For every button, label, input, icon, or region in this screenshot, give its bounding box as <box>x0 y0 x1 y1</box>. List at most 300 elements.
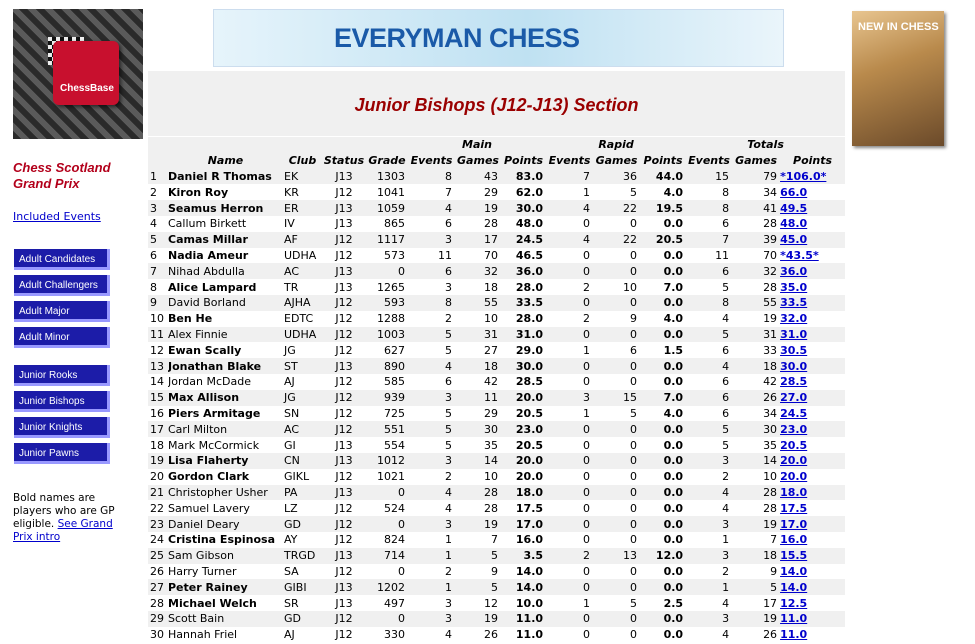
nav-adult-candidates[interactable]: Adult Candidates <box>14 249 110 270</box>
total-points-cell <box>780 532 845 548</box>
rapid-events-cell: 2 <box>546 548 593 564</box>
note-text: Bold names are players who are GP eligible. <box>13 492 115 530</box>
club-cell: LZ <box>284 501 298 515</box>
rank-cell: 6 <box>150 248 157 262</box>
table-row <box>148 406 845 422</box>
player-name: Daniel R Thomas <box>168 169 283 185</box>
total-events-cell: 8 <box>722 185 730 199</box>
player-name: Scott Bain <box>168 611 283 627</box>
player-name: Peter Rainey <box>168 579 283 595</box>
main-games-cell: 17 <box>455 232 501 248</box>
rapid-games-cell: 22 <box>593 232 640 248</box>
rapid-games-cell: 10 <box>623 280 638 294</box>
rapid-games-cell: 13 <box>593 548 640 564</box>
rapid-games-cell: 0 <box>593 421 640 437</box>
player-name: David Borland <box>168 295 283 311</box>
player-name: Kiron Roy <box>168 185 229 199</box>
total-games-cell: 5 <box>732 579 780 595</box>
main-points-cell: 20.0 <box>501 453 546 469</box>
total-points-link[interactable]: 15.5 <box>780 549 808 563</box>
main-games-cell: 19 <box>455 200 501 216</box>
rapid-games-cell: 0 <box>593 611 640 627</box>
main-events-cell: 5 <box>445 406 452 420</box>
main-points-cell: 30.0 <box>501 200 546 216</box>
grand-prix-intro-link[interactable]: See Grand Prix intro <box>13 518 113 543</box>
grade-cell: 1202 <box>366 579 408 595</box>
rapid-games-cell: 0 <box>593 358 640 374</box>
total-games-cell: 26 <box>732 390 780 406</box>
main-events-cell: 4 <box>445 501 452 515</box>
total-points-cell <box>780 200 845 216</box>
grade-cell: 1059 <box>366 200 408 216</box>
total-events-cell: 3 <box>686 548 732 564</box>
nav-junior-knights[interactable]: Junior Knights <box>14 417 110 438</box>
total-events-cell: 3 <box>686 453 732 469</box>
banner-text: EVERYMAN CHESS <box>334 23 580 53</box>
rapid-points-cell: 0.0 <box>640 263 686 279</box>
main-events-cell: 2 <box>445 564 452 578</box>
player-name: Carl Milton <box>168 421 283 437</box>
total-games-cell: 18 <box>732 358 780 374</box>
col-name: Name <box>168 153 283 169</box>
total-points-link[interactable]: 30.5 <box>780 343 808 357</box>
main-events-cell: 6 <box>445 375 452 389</box>
main-events-cell: 8 <box>408 169 455 185</box>
status-cell: J12 <box>335 501 353 515</box>
rank-cell: 16 <box>150 406 164 420</box>
player-name: Jonathan Blake <box>168 358 283 374</box>
total-events-cell: 11 <box>715 248 730 262</box>
rapid-points-cell: 0.0 <box>663 470 684 484</box>
total-games-cell: 79 <box>732 169 780 185</box>
player-name: Piers Armitage <box>168 406 261 420</box>
included-events-link[interactable]: Included Events <box>13 210 101 223</box>
rapid-events-cell: 0 <box>583 564 591 578</box>
total-points-link[interactable]: 17.5 <box>780 501 808 515</box>
rapid-games-cell: 0 <box>630 470 638 484</box>
rank-cell: 9 <box>148 295 168 311</box>
main-games-cell: 29 <box>484 185 498 199</box>
total-points-link[interactable]: 18.0 <box>780 485 808 499</box>
grade-cell: 0 <box>398 564 405 578</box>
table-row <box>148 279 845 295</box>
main-games-cell: 27 <box>484 343 498 357</box>
player-name: Callum Birkett <box>168 217 247 231</box>
main-points-cell: 48.0 <box>515 217 544 231</box>
total-points-link[interactable]: 20.5 <box>780 438 808 452</box>
rapid-points-cell: 0.0 <box>663 438 684 452</box>
total-points-link[interactable]: 20.0 <box>780 470 808 484</box>
club-cell: ER <box>283 200 322 216</box>
club-cell: AC <box>283 263 322 279</box>
rapid-events-cell: 1 <box>583 185 591 199</box>
table-row <box>148 342 845 358</box>
table-row <box>148 216 845 232</box>
rapid-events-cell: 0 <box>583 628 591 642</box>
club-cell: AF <box>283 232 322 248</box>
status-cell: J12 <box>335 312 353 326</box>
nav-junior-bishops[interactable]: Junior Bishops <box>14 391 110 412</box>
rapid-points-cell: 44.0 <box>640 169 686 185</box>
rapid-points-cell: 20.5 <box>640 232 686 248</box>
rank-cell: 11 <box>148 327 168 343</box>
status-cell: J12 <box>322 421 366 437</box>
main-events-cell: 3 <box>408 611 455 627</box>
player-name: Cristina Espinosa <box>168 533 275 547</box>
total-events-cell: 1 <box>722 533 730 547</box>
col-grade: Grade <box>366 153 408 169</box>
player-name: Max Allison <box>168 390 283 406</box>
col-rapid-events: Events <box>546 153 593 169</box>
table-row <box>148 200 845 216</box>
total-games-cell: 42 <box>763 375 778 389</box>
main-games-cell: 19 <box>455 516 501 532</box>
main-points-cell: 20.0 <box>501 390 546 406</box>
club-cell: AY <box>284 533 298 547</box>
rapid-games-cell: 0 <box>593 453 640 469</box>
total-points-link[interactable]: 31.0 <box>780 327 808 341</box>
total-events-cell: 4 <box>722 312 730 326</box>
rapid-events-cell: 0 <box>583 470 591 484</box>
main-events-cell: 8 <box>408 295 455 311</box>
rapid-events-cell: 2 <box>583 280 591 294</box>
group-header-row <box>148 137 845 153</box>
main-points-cell: 11.0 <box>515 628 544 642</box>
status-cell: J12 <box>322 327 366 343</box>
rapid-games-cell: 0 <box>630 533 638 547</box>
grade-cell: 714 <box>366 548 408 564</box>
total-points-link[interactable]: 14.0 <box>780 564 808 578</box>
total-points-link[interactable]: 11.0 <box>780 612 808 626</box>
player-name: Ben He <box>168 312 213 326</box>
status-cell: J12 <box>335 564 353 578</box>
rapid-games-cell: 0 <box>630 217 638 231</box>
main-events-cell: 4 <box>408 200 455 216</box>
rapid-games-cell: 0 <box>630 501 638 515</box>
club-cell: KR <box>284 185 299 199</box>
main-games-cell: 12 <box>484 596 498 610</box>
main-games-cell: 30 <box>455 421 501 437</box>
total-points-cell <box>780 374 845 390</box>
rapid-games-cell: 6 <box>630 343 638 357</box>
main-games-cell: 29 <box>484 406 498 420</box>
table-row <box>148 374 845 390</box>
total-points-link[interactable]: 12.5 <box>780 596 808 610</box>
main-games-cell: 43 <box>455 169 501 185</box>
total-events-cell: 7 <box>686 232 732 248</box>
rapid-games-cell: 0 <box>630 564 638 578</box>
rapid-games-cell: 36 <box>593 169 640 185</box>
total-points-link[interactable]: 48.0 <box>780 217 808 231</box>
rapid-points-cell: 1.5 <box>663 343 684 357</box>
grade-cell: 330 <box>384 628 405 642</box>
col-main-events: Events <box>408 153 455 169</box>
total-points-cell <box>780 279 845 295</box>
total-points-cell <box>780 500 845 516</box>
total-points-cell <box>780 548 845 564</box>
total-points-link[interactable]: 33.5 <box>780 296 808 310</box>
status-cell: J13 <box>322 263 366 279</box>
club-cell: SN <box>284 406 300 420</box>
grade-cell: 627 <box>384 343 405 357</box>
total-points-link[interactable]: 30.0 <box>780 359 808 373</box>
total-points-cell <box>780 595 845 611</box>
main-events-cell: 2 <box>445 470 452 484</box>
table-row <box>148 390 845 406</box>
main-points-cell: 28.0 <box>515 280 544 294</box>
total-events-cell: 15 <box>686 169 732 185</box>
table-row <box>148 169 845 185</box>
rapid-events-cell: 0 <box>546 453 593 469</box>
nav-junior-rooks[interactable]: Junior Rooks <box>14 365 110 386</box>
rapid-points-cell: 0.0 <box>663 248 684 262</box>
total-events-cell: 6 <box>722 375 730 389</box>
total-points-cell <box>780 342 845 358</box>
club-cell: AJ <box>284 375 295 389</box>
club-cell: TR <box>284 280 299 294</box>
rapid-events-cell: 7 <box>546 169 593 185</box>
rapid-events-cell: 0 <box>583 501 591 515</box>
rapid-events-cell: 0 <box>546 358 593 374</box>
rapid-events-cell: 1 <box>583 406 591 420</box>
total-games-cell: 31 <box>732 327 780 343</box>
rank-cell: 21 <box>148 485 168 501</box>
rapid-events-cell: 0 <box>546 579 593 595</box>
totals-group-header: Totals <box>686 137 845 153</box>
club-cell: EDTC <box>284 312 314 326</box>
main-games-cell: 7 <box>491 533 498 547</box>
grade-cell: 554 <box>384 438 405 452</box>
player-name: Hannah Friel <box>168 628 238 642</box>
status-cell: J12 <box>322 232 366 248</box>
status-cell: J12 <box>322 295 366 311</box>
rapid-games-cell: 0 <box>630 628 638 642</box>
rank-cell: 4 <box>150 217 157 231</box>
total-events-cell: 5 <box>722 438 730 452</box>
grade-cell: 939 <box>366 390 408 406</box>
rapid-points-cell: 0.0 <box>663 564 684 578</box>
total-events-cell: 2 <box>722 470 730 484</box>
total-points-link[interactable]: 35.0 <box>780 280 808 294</box>
total-points-link[interactable]: 17.0 <box>780 517 808 531</box>
main-points-cell: 36.0 <box>501 263 546 279</box>
status-cell: J12 <box>335 375 353 389</box>
total-points-link[interactable]: 28.5 <box>780 375 808 389</box>
main-games-cell: 32 <box>455 263 501 279</box>
rapid-games-cell: 5 <box>630 406 638 420</box>
total-points-link[interactable]: 66.0 <box>780 185 808 199</box>
col-total-points: Points <box>780 153 845 169</box>
column-header-row <box>148 153 845 169</box>
total-points-link[interactable]: 16.0 <box>780 533 808 547</box>
club-cell: UDHA <box>284 248 317 262</box>
col-main-games: Games <box>455 153 501 169</box>
main-points-cell: 20.5 <box>515 406 544 420</box>
rank-cell: 20 <box>150 470 164 484</box>
main-games-cell: 14 <box>455 453 501 469</box>
club-cell: CN <box>283 453 322 469</box>
status-cell: J12 <box>335 185 353 199</box>
rapid-events-cell: 1 <box>583 596 591 610</box>
rapid-events-cell: 0 <box>583 533 591 547</box>
total-events-cell: 4 <box>686 358 732 374</box>
club-cell: JG <box>284 343 296 357</box>
rapid-points-cell: 0.0 <box>663 375 684 389</box>
main-points-cell: 28.0 <box>515 312 544 326</box>
rapid-events-cell: 0 <box>583 375 591 389</box>
everyman-chess-banner[interactable] <box>213 9 784 67</box>
col-main-points: Points <box>501 153 546 169</box>
col-rapid-games: Games <box>593 153 640 169</box>
total-games-cell: 33 <box>763 343 778 357</box>
total-points-link[interactable]: 49.5 <box>780 201 808 215</box>
rapid-points-cell: 7.0 <box>640 390 686 406</box>
total-points-link[interactable]: 14.0 <box>780 580 808 594</box>
club-cell: GD <box>283 516 322 532</box>
total-games-cell: 34 <box>763 185 778 199</box>
rapid-events-cell: 0 <box>546 295 593 311</box>
main-points-cell: 33.5 <box>501 295 546 311</box>
main-events-cell: 5 <box>408 421 455 437</box>
player-name: Alice Lampard <box>168 280 257 294</box>
total-events-cell: 8 <box>686 200 732 216</box>
rapid-games-cell: 9 <box>630 312 638 326</box>
rank-cell: 1 <box>148 169 168 185</box>
total-games-cell: 30 <box>732 421 780 437</box>
total-games-cell: 19 <box>763 312 778 326</box>
player-name: Alex Finnie <box>168 327 283 343</box>
total-games-cell: 26 <box>763 628 778 642</box>
total-games-cell: 28 <box>763 280 778 294</box>
main-games-cell: 35 <box>484 438 498 452</box>
total-events-cell: 5 <box>686 327 732 343</box>
total-events-cell: 6 <box>686 390 732 406</box>
player-name: Ewan Scally <box>168 343 242 357</box>
grade-cell: 0 <box>366 516 408 532</box>
rapid-points-cell: 0.0 <box>640 579 686 595</box>
cover-title: NEW IN CHESS <box>858 21 939 33</box>
rank-cell: 30 <box>150 628 164 642</box>
new-in-chess-cover[interactable] <box>852 11 944 146</box>
total-points-link[interactable]: 23.0 <box>780 422 808 436</box>
nav-junior-pawns[interactable]: Junior Pawns <box>14 443 110 464</box>
rapid-points-cell: 4.0 <box>663 312 684 326</box>
main-points-cell: 17.5 <box>515 501 544 515</box>
status-cell: J13 <box>322 485 366 501</box>
rapid-points-cell: 0.0 <box>663 501 684 515</box>
rapid-games-cell: 0 <box>593 295 640 311</box>
total-points-link[interactable]: 27.0 <box>780 391 808 405</box>
total-points-link[interactable]: 45.0 <box>780 233 808 247</box>
main-games-cell: 5 <box>455 579 501 595</box>
nav-adult-challengers[interactable]: Adult Challengers <box>14 275 110 296</box>
total-events-cell: 1 <box>686 579 732 595</box>
rank-cell: 5 <box>148 232 168 248</box>
total-events-cell: 6 <box>722 217 730 231</box>
total-points-cell <box>780 469 845 485</box>
main-games-cell: 18 <box>455 358 501 374</box>
total-points-link[interactable]: *43.5* <box>780 248 819 262</box>
main-games-cell: 9 <box>491 564 498 578</box>
club-cell: AJ <box>284 628 295 642</box>
rank-cell: 15 <box>148 390 168 406</box>
table-row <box>148 500 845 516</box>
total-events-cell: 2 <box>722 564 730 578</box>
club-cell: ST <box>283 358 322 374</box>
rapid-points-cell: 0.0 <box>640 516 686 532</box>
main-events-cell: 1 <box>408 579 455 595</box>
col-total-events: Events <box>686 153 732 169</box>
main-events-cell: 6 <box>408 263 455 279</box>
total-points-link[interactable]: 32.0 <box>780 312 808 326</box>
player-name: Mark McCormick <box>168 438 260 452</box>
rapid-events-cell: 0 <box>546 611 593 627</box>
total-points-link[interactable]: *106.0* <box>780 169 827 183</box>
total-games-cell: 17 <box>763 596 778 610</box>
status-cell: J13 <box>335 217 353 231</box>
rank-cell: 22 <box>150 501 164 515</box>
status-cell: J12 <box>322 611 366 627</box>
player-name: Samuel Lavery <box>168 501 250 515</box>
col-rapid-points: Points <box>640 153 686 169</box>
club-cell: EK <box>283 169 322 185</box>
total-points-cell <box>780 579 845 595</box>
total-points-link[interactable]: 20.0 <box>780 454 808 468</box>
section-title: Junior Bishops (J12-J13) Section <box>354 95 639 115</box>
total-events-cell: 6 <box>722 343 730 357</box>
club-cell: GIBI <box>283 579 322 595</box>
main-events-cell: 5 <box>408 327 455 343</box>
main-events-cell: 5 <box>445 438 452 452</box>
total-points-cell <box>780 169 845 185</box>
col-club: Club <box>283 153 322 169</box>
total-points-cell <box>780 263 845 279</box>
total-games-cell: 41 <box>732 200 780 216</box>
col-status: Status <box>323 154 365 168</box>
main-points-cell: 11.0 <box>501 611 546 627</box>
total-events-cell: 6 <box>722 406 730 420</box>
main-points-cell: 3.5 <box>501 548 546 564</box>
grade-cell: 0 <box>366 263 408 279</box>
grade-cell: 573 <box>384 248 405 262</box>
status-cell: J12 <box>335 533 353 547</box>
main-games-cell: 5 <box>455 548 501 564</box>
nav-adult-minor[interactable]: Adult Minor <box>14 327 110 348</box>
chessbase-logo[interactable] <box>13 9 143 139</box>
main-events-cell: 3 <box>408 516 455 532</box>
status-cell: J12 <box>322 516 366 532</box>
rank-cell: 18 <box>150 438 164 452</box>
table-row <box>148 579 845 595</box>
total-games-cell: 55 <box>732 295 780 311</box>
main-games-cell: 28 <box>484 501 498 515</box>
total-games-cell: 18 <box>732 548 780 564</box>
status-cell: J12 <box>322 390 366 406</box>
total-points-link[interactable]: 36.0 <box>780 264 808 278</box>
grade-cell: 1003 <box>366 327 408 343</box>
grade-cell: 524 <box>384 501 405 515</box>
nav-adult-major[interactable]: Adult Major <box>14 301 110 322</box>
total-points-cell <box>780 627 845 643</box>
rapid-games-cell: 5 <box>630 185 638 199</box>
total-points-link[interactable]: 24.5 <box>780 406 808 420</box>
gp-eligibility-note <box>13 492 118 544</box>
rapid-events-cell: 4 <box>546 200 593 216</box>
total-points-link[interactable]: 11.0 <box>780 628 808 642</box>
total-events-cell: 6 <box>686 263 732 279</box>
player-name: Camas Millar <box>168 232 283 248</box>
table-row <box>148 327 845 343</box>
